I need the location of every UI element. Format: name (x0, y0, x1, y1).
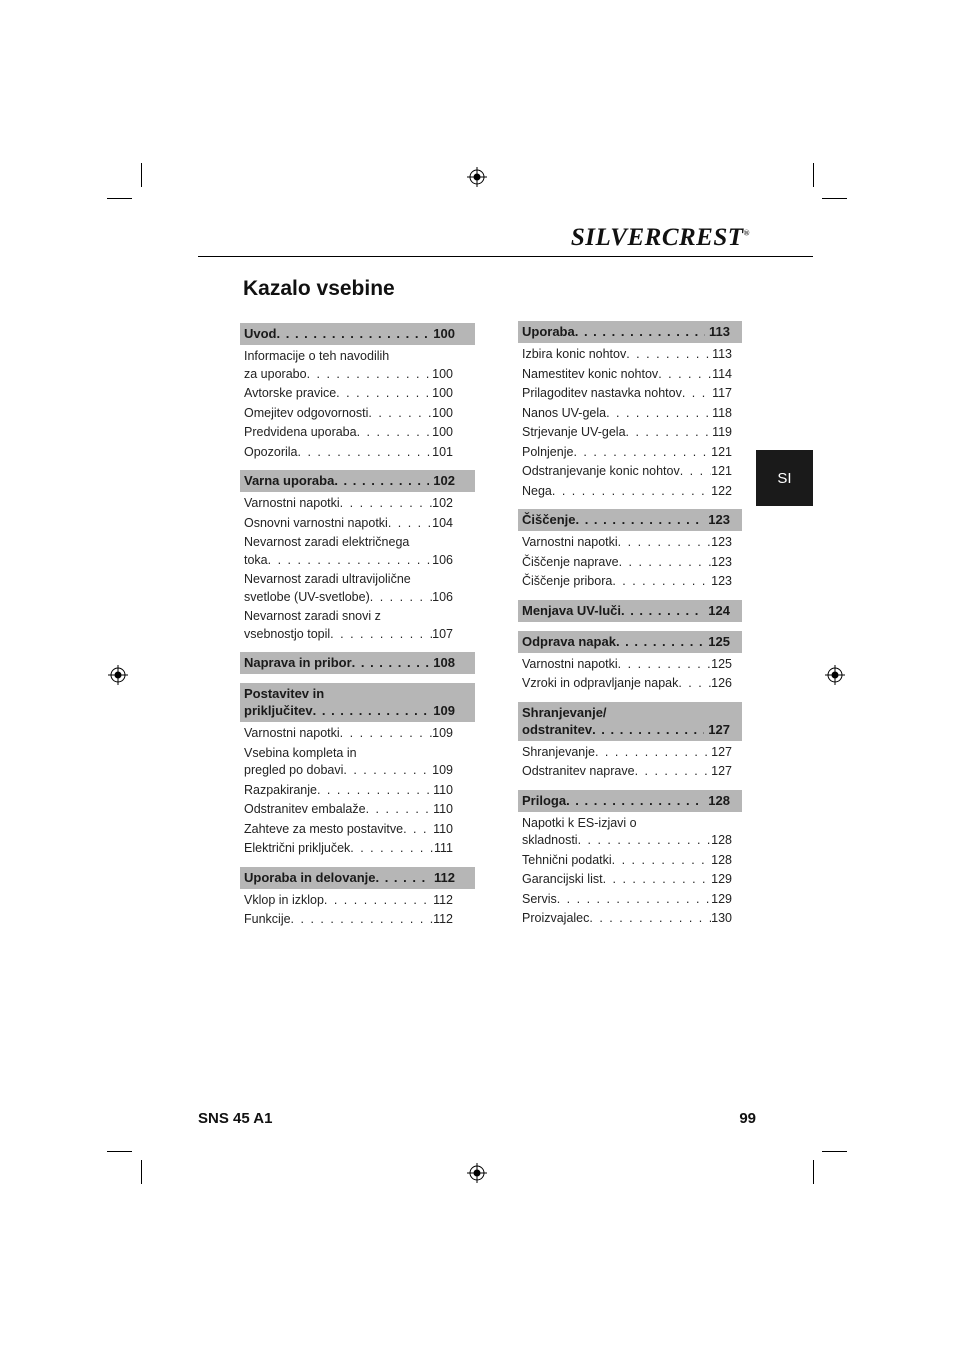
toc-entry[interactable] (518, 534, 742, 552)
toc-entry[interactable] (518, 424, 742, 442)
section-title: Naprava in pribor (244, 655, 352, 670)
section-title-line: Shranjevanje/ (522, 704, 607, 720)
entry-title: Nega (522, 483, 552, 498)
crop-mark (141, 1160, 142, 1184)
entry-row (244, 444, 453, 462)
entry-page: 109 (432, 763, 453, 777)
entry-page: 102 (432, 496, 453, 510)
toc-section (240, 470, 475, 643)
section-row (522, 602, 738, 619)
section-title: Uvod (244, 326, 277, 341)
dot-leader (340, 495, 432, 513)
entry-page: 123 (711, 554, 732, 569)
toc-section (518, 631, 742, 693)
entry-page: 129 (711, 872, 732, 886)
dot-leader (575, 511, 704, 528)
entry-row (522, 405, 732, 423)
entry-title: Omejitev odgovornosti (244, 405, 369, 420)
entry-row (244, 821, 453, 839)
entry-row (522, 763, 732, 781)
dot-leader (352, 654, 430, 671)
section-row (244, 869, 471, 886)
dot-leader (612, 852, 711, 870)
entry-row (522, 463, 732, 481)
section-heading[interactable] (240, 652, 475, 674)
entry-row (522, 871, 732, 889)
dot-leader (557, 891, 711, 909)
section-title: Menjava UV-luči (522, 602, 621, 618)
section-title: odstranitev (522, 721, 593, 737)
toc-entry[interactable] (518, 910, 742, 928)
toc-entry[interactable] (240, 444, 475, 462)
page-title: Kazalo vsebine (243, 277, 395, 300)
dot-leader (682, 385, 712, 403)
entry-row (522, 483, 732, 501)
entry-title-line: Vsebina kompleta in (244, 745, 357, 760)
toc-section (518, 321, 742, 500)
dot-leader (592, 721, 704, 738)
entry-row (522, 554, 732, 572)
section-page: 112 (434, 869, 455, 885)
entry-row (244, 911, 453, 929)
section-heading[interactable] (240, 683, 475, 722)
dot-leader (368, 405, 432, 423)
section-title: Čiščenje (522, 512, 576, 527)
entry-page: 111 (433, 841, 453, 855)
entry-title: skladnosti (522, 833, 578, 847)
registration-mark-icon (467, 167, 487, 187)
toc-entry[interactable] (240, 405, 475, 423)
language-tab: SI (756, 450, 813, 506)
toc-entry[interactable] (240, 801, 475, 819)
brand-name: SILVERCREST (570, 224, 744, 251)
dot-leader (680, 463, 711, 481)
entry-title: Izbira konic nohtov (522, 347, 627, 361)
entry-page: 130 (711, 911, 732, 925)
crop-mark (813, 1160, 814, 1184)
dot-leader (578, 832, 712, 850)
dot-leader (621, 602, 704, 619)
section-page: 125 (708, 633, 730, 649)
toc-entry[interactable] (518, 744, 742, 762)
toc-entry[interactable] (518, 852, 742, 870)
entry-page: 125 (711, 656, 732, 671)
entry-title: Polnjenje (522, 444, 574, 459)
dot-leader (334, 472, 429, 489)
entry-title: Električni priključek (244, 841, 351, 855)
dot-leader (350, 840, 434, 858)
entry-page: 110 (433, 782, 453, 797)
crop-mark (107, 1151, 132, 1152)
section-row (244, 472, 471, 489)
toc-section (240, 867, 475, 929)
entry-title: Avtorske pravice (244, 386, 337, 400)
entry-page: 126 (711, 676, 732, 690)
entry-title: Odstranjevanje konic nohtov (522, 464, 680, 478)
toc-entry[interactable] (518, 871, 742, 889)
toc-entry[interactable] (240, 571, 475, 606)
dot-leader (403, 821, 433, 839)
entry-page: 106 (432, 552, 453, 567)
entry-row (244, 725, 453, 743)
entry-title: Vzroki in odpravljanje napak (522, 676, 679, 690)
entry-page: 118 (712, 405, 732, 420)
toc-section (518, 702, 742, 781)
entry-title: Tehnični podatki (522, 852, 612, 867)
entry-page: 106 (432, 589, 453, 604)
entry-title: Zahteve za mesto postavitve (244, 821, 404, 836)
toc-entry[interactable] (518, 763, 742, 781)
toc-entry[interactable] (240, 608, 475, 643)
section-title-line: Postavitev in (244, 686, 325, 701)
dot-leader (626, 346, 712, 364)
entry-title: Varnostni napotki (244, 726, 340, 740)
dot-leader (603, 871, 712, 889)
dot-leader (589, 910, 711, 928)
dot-leader (366, 801, 433, 819)
toc-section (518, 509, 742, 591)
entry-row (522, 385, 732, 403)
entry-page: 119 (712, 425, 732, 439)
dot-leader (343, 762, 432, 780)
section-heading[interactable] (518, 600, 742, 622)
section-heading[interactable] (518, 509, 742, 531)
toc-entry[interactable] (518, 444, 742, 462)
entry-title: Varnostni napotki (522, 656, 618, 671)
dot-leader (268, 552, 433, 570)
entry-page: 123 (711, 535, 732, 549)
entry-page: 109 (432, 726, 453, 740)
dot-leader (336, 385, 432, 403)
entry-row (244, 892, 453, 910)
section-title: Uporaba in delovanje (244, 869, 376, 885)
page-number: 99 (739, 1110, 756, 1127)
entry-title: Nanos UV-gela (522, 405, 607, 420)
entry-row (522, 573, 732, 591)
dot-leader (324, 892, 433, 910)
dot-leader (357, 424, 433, 442)
header-rule (198, 256, 813, 257)
entry-title-line: Informacije o teh navodilih (244, 349, 390, 363)
entry-title: Prilagoditev nastavka nohtov (522, 386, 682, 400)
section-page: 100 (433, 326, 455, 341)
toc-entry[interactable] (240, 348, 475, 383)
toc-entry[interactable] (518, 346, 742, 364)
section-heading[interactable] (518, 702, 742, 741)
dot-leader (375, 869, 430, 886)
entry-title: toka (244, 552, 268, 567)
entry-row (244, 626, 453, 644)
entry-title: Predvidena uporaba (244, 425, 357, 439)
entry-title-line: Nevarnost zaradi ultravijolične (244, 572, 411, 586)
entry-title: Garancijski list (522, 872, 603, 886)
toc-entry[interactable] (518, 385, 742, 403)
dot-leader (317, 782, 433, 800)
section-page: 127 (708, 721, 730, 737)
toc-section (240, 652, 475, 674)
section-row (522, 323, 738, 340)
toc-entry[interactable] (240, 725, 475, 743)
section-page: 102 (433, 473, 455, 488)
toc-entry[interactable] (518, 891, 742, 909)
entry-title: Čiščenje naprave (522, 554, 619, 569)
entry-row (522, 891, 732, 909)
dot-leader (566, 792, 704, 809)
toc-column-left (240, 323, 475, 938)
entry-row (244, 840, 453, 858)
entry-title: Strjevanje UV-gela (522, 425, 626, 439)
entry-page: 127 (711, 764, 732, 778)
toc-entry[interactable] (240, 495, 475, 513)
entry-row (522, 832, 732, 850)
entry-page: 101 (432, 444, 453, 459)
entry-title: Razpakiranje (244, 782, 317, 797)
entry-page: 100 (432, 366, 453, 381)
section-row (244, 654, 471, 671)
toc-section (240, 683, 475, 858)
dot-leader (340, 725, 432, 743)
entry-title: Varnostni napotki (522, 535, 618, 549)
section-title: Priloga (522, 792, 567, 808)
toc-entry[interactable] (240, 515, 475, 533)
dot-leader (388, 515, 432, 533)
toc-column-right (518, 321, 742, 937)
crop-mark (822, 1151, 847, 1152)
section-heading[interactable] (240, 470, 475, 492)
toc-section (518, 790, 742, 928)
entry-title: Opozorila (244, 444, 298, 459)
toc-entry[interactable] (518, 405, 742, 423)
dot-leader (612, 573, 711, 591)
registration-mark-icon (467, 1163, 487, 1183)
entry-page: 114 (712, 366, 732, 381)
entry-title: Vklop in izklop (244, 892, 324, 907)
toc-entry[interactable] (518, 675, 742, 693)
model-number: SNS 45 A1 (198, 1110, 273, 1127)
dot-leader (298, 444, 433, 462)
entry-page: 100 (432, 405, 453, 420)
section-row (522, 792, 738, 809)
entry-page: 112 (433, 892, 453, 907)
toc-entry[interactable] (240, 745, 475, 780)
toc-entry[interactable] (518, 554, 742, 572)
entry-row (522, 346, 732, 364)
brand-logo (571, 224, 750, 252)
dot-leader (658, 366, 712, 384)
entry-title: Odstranitev embalaže (244, 802, 366, 816)
toc-entry[interactable] (240, 840, 475, 858)
toc-entry[interactable] (518, 573, 742, 591)
entry-page: 129 (711, 891, 732, 906)
section-title: Uporaba (522, 324, 575, 339)
entry-page: 123 (711, 574, 732, 588)
section-page: 108 (433, 655, 455, 670)
entry-page: 121 (711, 464, 732, 478)
crop-mark (107, 198, 132, 199)
entry-title: Proizvajalec (522, 911, 590, 925)
entry-row (244, 515, 453, 533)
entry-title: Osnovni varnostni napotki (244, 515, 388, 530)
entry-title-line: Napotki k ES-izjavi o (522, 815, 637, 830)
entry-page: 100 (432, 386, 453, 400)
toc-entry[interactable] (240, 821, 475, 839)
entry-title: Odstranitev naprave (522, 764, 635, 778)
section-row (244, 325, 471, 342)
toc-entry[interactable] (518, 463, 742, 481)
entry-row (522, 910, 732, 928)
toc-entry[interactable] (240, 892, 475, 910)
entry-page: 110 (433, 802, 453, 816)
entry-row (244, 589, 453, 607)
section-heading[interactable] (240, 867, 475, 889)
dot-leader (330, 626, 432, 644)
entry-title-line: Nevarnost zaradi snovi z (244, 609, 381, 623)
section-row (522, 511, 738, 528)
dot-leader (626, 424, 713, 442)
entry-page: 128 (711, 852, 732, 867)
dot-leader (313, 702, 430, 719)
dot-leader (573, 444, 711, 462)
dot-leader (370, 589, 432, 607)
entry-row (244, 405, 453, 423)
section-page: 123 (708, 512, 730, 527)
dot-leader (552, 483, 711, 501)
entry-page: 100 (432, 425, 453, 439)
dot-leader (635, 763, 712, 781)
section-page: 124 (708, 602, 730, 618)
section-page: 113 (709, 324, 730, 339)
section-title: priključitev (244, 703, 313, 718)
entry-row (522, 534, 732, 552)
entry-title: Varnostni napotki (244, 496, 340, 510)
toc-entry[interactable] (518, 815, 742, 850)
toc-entry[interactable] (240, 424, 475, 442)
entry-row (244, 424, 453, 442)
crop-mark (141, 163, 142, 187)
entry-page: 122 (711, 483, 732, 498)
section-heading[interactable] (518, 321, 742, 343)
registered-mark: ® (743, 228, 750, 238)
entry-page: 113 (712, 347, 732, 361)
entry-title: Čiščenje pribora (522, 574, 613, 588)
dot-leader (678, 675, 711, 693)
toc-entry[interactable] (240, 782, 475, 800)
toc-section (240, 323, 475, 461)
entry-title-line: Nevarnost zaradi električnega (244, 535, 410, 549)
entry-row (522, 424, 732, 442)
dot-leader (619, 554, 712, 572)
toc-entry[interactable] (518, 366, 742, 384)
entry-row (244, 801, 453, 819)
entry-row (522, 852, 732, 870)
toc-entry[interactable] (240, 911, 475, 929)
toc-entry[interactable] (518, 656, 742, 674)
toc-entry[interactable] (518, 483, 742, 501)
dot-leader (618, 534, 711, 552)
entry-page: 107 (432, 626, 453, 641)
dot-leader (277, 325, 430, 342)
entry-title: svetlobe (UV-svetlobe) (244, 589, 370, 604)
dot-leader (616, 633, 704, 650)
entry-page: 128 (711, 833, 732, 847)
section-row (522, 721, 738, 738)
entry-row (522, 444, 732, 462)
section-page: 128 (708, 792, 730, 808)
entry-title: Shranjevanje (522, 744, 595, 759)
entry-title: za uporabo (244, 366, 307, 381)
entry-row (244, 552, 453, 570)
section-title: Varna uporaba (244, 473, 335, 488)
dot-leader (575, 323, 705, 340)
entry-row (244, 782, 453, 800)
entry-row (522, 656, 732, 674)
entry-row (522, 744, 732, 762)
entry-row (244, 495, 453, 513)
entry-title: Namestitev konic nohtov (522, 366, 659, 381)
entry-row (522, 675, 732, 693)
entry-page: 112 (433, 912, 453, 926)
entry-title: Funkcije (244, 912, 291, 926)
section-title: Odprava napak (522, 633, 616, 649)
section-heading[interactable] (240, 323, 475, 345)
registration-mark-icon (825, 665, 845, 685)
entry-title: vsebnostjo topil (244, 626, 331, 641)
crop-mark (822, 198, 847, 199)
entry-page: 104 (432, 515, 453, 530)
dot-leader (606, 405, 712, 423)
dot-leader (618, 656, 711, 674)
entry-row (244, 366, 453, 384)
section-heading[interactable] (518, 790, 742, 812)
section-page: 109 (433, 703, 455, 718)
entry-title: pregled po dobavi (244, 763, 344, 777)
entry-page: 127 (711, 744, 732, 759)
dot-leader (307, 366, 433, 384)
dot-leader (595, 744, 711, 762)
toc-entry[interactable] (240, 385, 475, 403)
entry-row (244, 385, 453, 403)
entry-row (522, 366, 732, 384)
entry-page: 121 (711, 444, 732, 459)
registration-mark-icon (108, 665, 128, 685)
toc-entry[interactable] (240, 534, 475, 569)
entry-page: 117 (712, 386, 732, 400)
section-heading[interactable] (518, 631, 742, 653)
entry-row (244, 762, 453, 780)
toc-section (518, 600, 742, 622)
entry-title: Servis (522, 891, 557, 906)
section-row (244, 702, 471, 719)
section-row (522, 633, 738, 650)
entry-page: 110 (433, 821, 453, 836)
crop-mark (813, 163, 814, 187)
dot-leader (291, 911, 434, 929)
